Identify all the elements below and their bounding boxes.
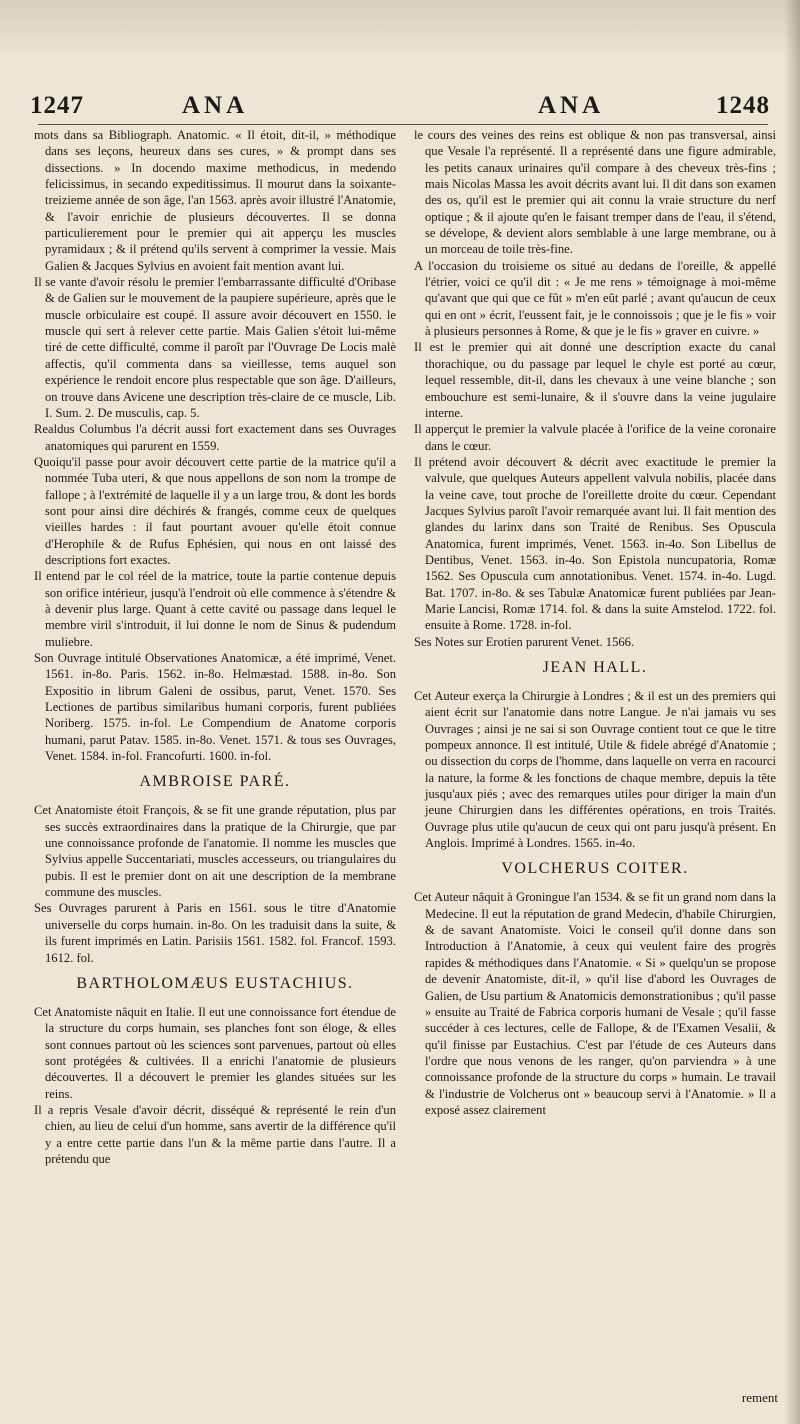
paragraph: Il apperçut le premier la valvule placée à l'orifice de la veine coronaire dans le cœur. [414, 422, 776, 453]
paragraph: A l'occasion du troisieme os situé au dedans de l'oreille, & appellé l'étrier, voici ce qu'il dit : « Je me rens » témoignage à moi-même qu'avant que qui que ce fût » m'en eût parlé ; avant qu'aucun de ceux qui en ont » écrit, l'eussent fait, je le connoissois ; que je le fis » voir à plusieurs personnes à Rome, & que je le fis » graver en cuivre. » [414, 258, 776, 339]
paragraph: Realdus Columbus l'a décrit aussi fort exactement dans ses Ouvrages anatomiques qui parurent en 1559. [34, 422, 396, 453]
left-column [34, 127, 396, 1407]
paragraph: Quoiqu'il passe pour avoir découvert cette partie de la matrice qu'il a nommée Tuba uteri, & que nous appellons de son nom la trompe de fallope ; à l'extrémité de laquelle il y a un large trou, & dont les bords sont pour ainsi dire déchirés & frangés, comme ceux de quelques vieilles hardes : il faut pourtant avouer qu'elle étoit connue d'Herophile & de Rufus Ephésien, qui nous en ont laissé des descriptions fort exactes. [34, 454, 396, 567]
running-header [30, 92, 770, 126]
paragraph: Cet Anatomiste étoit François, & se fit une grande réputation, plus par ses succès extraordinaires dans la pratique de la Chirurgie, que par une connoissance profonde de l'anatomie. Il nomme les muscles que Sylvius appelle Succentariati, muscles accesseurs, ou triangulaires du pubis. Il est le premier dont on ait une description de la membrane commune des muscles. [34, 803, 396, 900]
catchword: rement [741, 1390, 778, 1405]
left-running-title: ANA [182, 92, 249, 119]
left-page-number: 1247 [30, 92, 84, 119]
section-heading: VOLCHERUS COITER. [501, 860, 689, 878]
paragraph: Il se vante d'avoir résolu le premier l'embarrassante difficulté d'Oribase & de Galien sur le mouvement de la paupiere supérieure, après que le muscle orbiculaire est coupé. Il assure avoir découvert en 1550. le muscle qui sert à relever cette partie. Mais Galien s'étoit lui-même tiré de cette difficulté, comme il paroît par l'Ouvrage De Locis malè affectis, qu'il commenta dans sa vieillesse, tems auquel son expérience le rendoit encore plus respectable que son âge. D'ailleurs, on trouve dans Avicene une description très-claire de ce muscle, Lib. I. Sum. 2. De musculis, cap. 5. [34, 275, 396, 420]
section-heading: BARTHOLOMÆUS EUSTACHIUS. [76, 974, 354, 992]
page-shading [0, 0, 800, 60]
paragraph: Ses Ouvrages parurent à Paris en 1561. sous le titre d'Anatomie universelle du corps humain. in-8o. On les traduisit dans la suite, & ils furent imprimés en Latin. Parisiis 1561. 1582. fol. Francof. 1593. 1612. fol. [34, 901, 396, 965]
paragraph: Cet Auteur nâquit à Groningue l'an 1534. & se fit un grand nom dans la Medecine. Il eut la réputation de grand Medecin, d'habile Chirurgien, & de savant Anatomiste. Voici le conseil qu'il donne dans son Introduction à l'Anatomie, à ceux qui veulent faire des progrès rapides & méthodiques dans l'Anatomie. « Si » quelqu'un se propose de devenir Anatomiste, dit-il, » qu'il lise d'abord les Ouvrages de Galien, de Usu partium & Anatomicis demonstrationibus ; qu'il passe » ensuite au Traité de Fabrica corporis humani de Vesale ; qu'il fasse succéder à ces lectures, celle de Fallope, & de l'Examen Vesalii, & qu'il finisse par Eustachius. C'est par l'étude de ces Auteurs dans l'ordre que nous venons de les ranger, qu'on parviendra » à une connoissance profonde de la structure du corps » humain. Le travail & l'industrie de Volcherus ont » beaucoup servi à l'Anatomie. » Il a exposé assez clairement [414, 890, 776, 1117]
header-rule [38, 124, 768, 125]
paragraph: mots dans sa Bibliograph. Anatomic. « Il étoit, dit-il, » méthodique dans ses leçons, heureux dans ses cures, » & prompt dans ses dissections. » In docendo maxime methodicus, in medendo felicissimus, in secando expeditissimus. Il mourut dans la soixante-treizieme année de son âge, l'an 1563. après avoir illustré l'Anatomie, & l'avoir enrichie de plusieurs découvertes. Il se donna particulierement pour le premier qui ait apperçu les muscles pyramidaux ; & il prétend qu'ils servent à comprimer la vessie. Mais Galien & Jacques Sylvius en avoient fait mention avant lui. [34, 128, 396, 273]
paragraph: Il a repris Vesale d'avoir décrit, disséqué & représenté le rein d'un chien, au lieu de celui d'un homme, sans avertir de la différence qu'il y a entre cette partie dans l'un & la même partie dans l'autre. Il a prétendu que [34, 1102, 396, 1166]
section-heading: AMBROISE PARÉ. [139, 773, 291, 791]
paragraph: le cours des veines des reins est oblique & non pas transversal, ainsi que Vesale l'a représenté. Il a représenté dans une figure admirable, les petits canaux urinaires qu'il compare à des cheveux très-fins ; mais Nicolas Massa les avoit décrits avant lui. Il dit dans son examen des os, qu'il est le premier qui ait connu la vraie structure du nerf optique ; & il ajoute qu'en le faisant tremper dans de l'eau, il s'étend, se dévelope, & devient alors semblable à une large membrane, ou à un morceau de toile très-fine. [414, 128, 776, 257]
right-column [414, 127, 776, 1407]
right-page-number: 1248 [716, 92, 770, 119]
paragraph: Il est le premier qui ait donné une description exacte du canal thorachique, ou du passage par lequel le chyle est porté au cœur, lequel ressemble, dit-il, dans les chevaux à une veine blanche ; son embouchure est semi-lunaire, & il s'ouvre dans la veine jugulaire interne. [414, 340, 776, 420]
binding-shadow [784, 0, 800, 1424]
paragraph: Il entend par le col réel de la matrice, toute la partie contenue depuis son orifice intérieur, jusqu'à l'endroit où elle commence à s'étendre & à devenir plus large. Quant à cette cavité ou passage dans lequel le membre viril s'introduit, il lui donne le nom de Sinus & pudendum muliebre. [34, 569, 396, 649]
section-heading: JEAN HALL. [542, 659, 648, 676]
paragraph: Ses Notes sur Erotien parurent Venet. 1566. [414, 634, 635, 649]
paragraph: Cet Anatomiste nâquit en Italie. Il eut une connoissance fort étendue de la structure du corps humain, ses planches font son éloge, & elles sont connues partout où les sciences sont parvenues, partout où elles sont protégées & cultivées. Il a enrichi l'anatomie de plusieurs découvertes. Il a découvert le premier les glandes situées sur les reins. [34, 1004, 396, 1101]
paragraph: Son Ouvrage intitulé Observationes Anatomicæ, a été imprimé, Venet. 1561. in-8o. Paris. 1562. in-8o. Helmæstad. 1588. in-8o. Son Expositio in librum Galeni de ossibus, parut, Venet. 1570. Ses Lectiones de partibus similaribus humani corporis, furent publiées Noriberg. 1575. in-fol. Le Compendium de Anatome corporis humani, parut Patav. 1585. in-8o. Venet. 1571. & tous ses Ouvrages, Venet. 1584. in-fol. Francofurti. 1600. in-fol. [34, 651, 396, 764]
right-running-title: ANA [538, 92, 605, 119]
paragraph: Il prétend avoir découvert & décrit avec exactitude le premier la valvule, que quelques Auteurs appellent valvula nobilis, placée dans la veine cave, tout proche de l'oreillette droite du cœur. Cependant Jacques Sylvius paroît l'avoir remarquée avant lui. Il fait mention des glandes du larinx dans son Traité de Renibus. Ses Opuscula Anatomica, furent imprimés, Venet. 1563. in-4o. Son Libellus de Dentibus, Venet. 1563. in-4o. Son Epistola nuncupatoria, Romæ 1562. Ses Opuscula cum annotationibus. Venet. 1574. in-4o. Lugd. Bat. 1707. in-8o. & ses Tabulæ Anatomicæ furent publiées par Jean-Marie Lancisi, Romæ 1714. fol. & dans la suite Amstelod. 1722. fol. ensuite à Rome. 1728. in-fol. [414, 454, 776, 633]
paragraph: Cet Auteur exerça la Chirurgie à Londres ; & il est un des premiers qui aient écrit sur l'anatomie dans notre Langue. Je n'ai jamais vu ses Ouvrages ; ainsi je ne sai si son Ouvrage contient tout ce que le titre pompeux annonce. Il est intitulé, Utile & fidele abrégé d'Anatomie ; ou dissection du corps de l'homme, dans laquelle on verra en racourci la nature, la forme & les fonctions de chaque membre, depuis la tête jusqu'aux piés ; avec des remarques utiles pour diriger la main d'un jeune Chirurgien dans les différentes opérations, en trois Traités. Ouvrage plus utile qu'aucun de ceux qui ont paru jusqu'à présent. En Anglois. Imprimé à Londres. 1565. in-4o. [414, 689, 776, 851]
